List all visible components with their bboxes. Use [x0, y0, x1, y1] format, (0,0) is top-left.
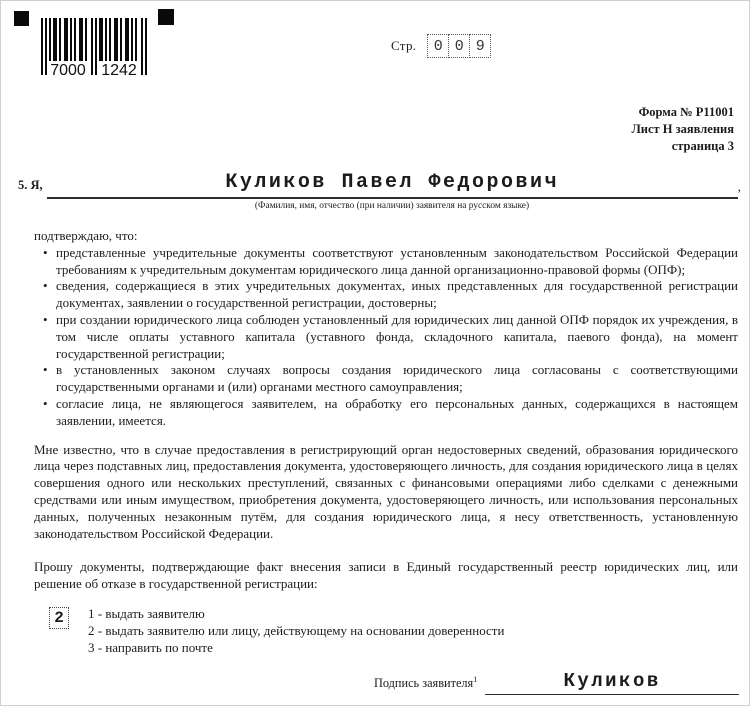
clause-label: 5. Я,	[18, 178, 43, 192]
signature-field[interactable]: Куликов	[485, 669, 739, 695]
delivery-choice	[49, 605, 504, 656]
applicant-name-field[interactable]: Куликов Павел Федорович	[47, 170, 738, 199]
page-counter-label: Стр.	[391, 38, 417, 53]
request-paragraph: Прошу документы, подтверждающие факт внесения записи в Единый государственный реестр юридических лиц, или решение об отказе в государственной регистрации:	[34, 559, 738, 592]
delivery-choice-box[interactable]: 2	[49, 607, 69, 629]
delivery-options	[88, 605, 504, 656]
confirmation-item: • представленные учредительные документы соответствуют установленным законодательством Российской Федерации требованиям к учредительным документам юридического лица данной организационно-правовой формы (ОПФ);	[34, 245, 738, 279]
name-field-caption: (Фамилия, имя, отчество (при наличии) заявителя на русском языке)	[254, 201, 530, 211]
body-text	[34, 228, 738, 593]
form-header	[631, 104, 734, 155]
applicant-name-row	[18, 170, 741, 199]
page-digit-cell-1[interactable]: 0	[427, 34, 449, 58]
page-digit-cell-3[interactable]: 9	[469, 34, 491, 58]
delivery-option-2: 2 - выдать заявителю или лицу, действующему на основании доверенности	[88, 623, 505, 638]
confirmation-item: • в установленных законом случаях вопросы создания юридического лица согласованы с соответствующими государственными органами и (или) органами местного самоуправления;	[34, 362, 738, 396]
liability-paragraph: Мне известно, что в случае предоставления в регистрирующий орган недостоверных сведений, образования юридического лица через подставных лиц, предоставления документа, удостоверяющего личность, для создания юридического лица в целях совершения одного или нескольких преступлений, связанных с финансовыми операциями либо сделками с денежными средствами или иным имуществом, приобретения документа, удостоверяющего личность, или использования персональных данных, полученных незаконным путём, для создания юридического лица, я несу ответственность, установленную законодательством Российской Федерации.	[34, 441, 738, 541]
form-sheet: Лист Н заявления	[631, 122, 734, 136]
delivery-option-1: 1 - выдать заявителю	[88, 606, 205, 621]
form-number: Форма № Р11001	[638, 105, 734, 119]
delivery-option-3: 3 - направить по почте	[88, 640, 213, 655]
confirmation-intro: подтверждаю, что:	[34, 228, 138, 243]
page-counter	[391, 34, 491, 58]
confirmation-item: • согласие лица, не являющегося заявителем, на обработку его персональных данных, содержащихся в настоящем заявлении, имеется.	[34, 396, 738, 430]
form-page-number: страница 3	[671, 139, 734, 153]
barcode-digits-right: 1242	[101, 62, 137, 77]
signature-row	[374, 669, 739, 695]
page-digit-cell-2[interactable]: 0	[448, 34, 470, 58]
confirmation-list	[34, 245, 738, 430]
barcode	[41, 18, 147, 77]
registration-mark-right	[158, 9, 174, 25]
confirmation-item: • сведения, содержащиеся в этих учредительных документах, иных представленных для государственной регистрации документах, заявлении о государственной регистрации, достоверны;	[34, 278, 738, 312]
trailing-comma: ,	[737, 179, 741, 194]
signature-footnote-marker: 1	[473, 674, 478, 684]
signature-label: Подпись заявителя$^1$	[374, 674, 478, 690]
confirmation-item: • при создании юридического лица соблюден установленный для юридических лиц данной ОПФ порядок их учреждения, в том числе оплаты уставного капитала (уставного фонда, складочного капитала, паевого фонда), на момент государственной регистрации;	[34, 312, 738, 362]
registration-mark-left	[14, 11, 29, 26]
barcode-digits-left: 7000	[50, 62, 86, 77]
